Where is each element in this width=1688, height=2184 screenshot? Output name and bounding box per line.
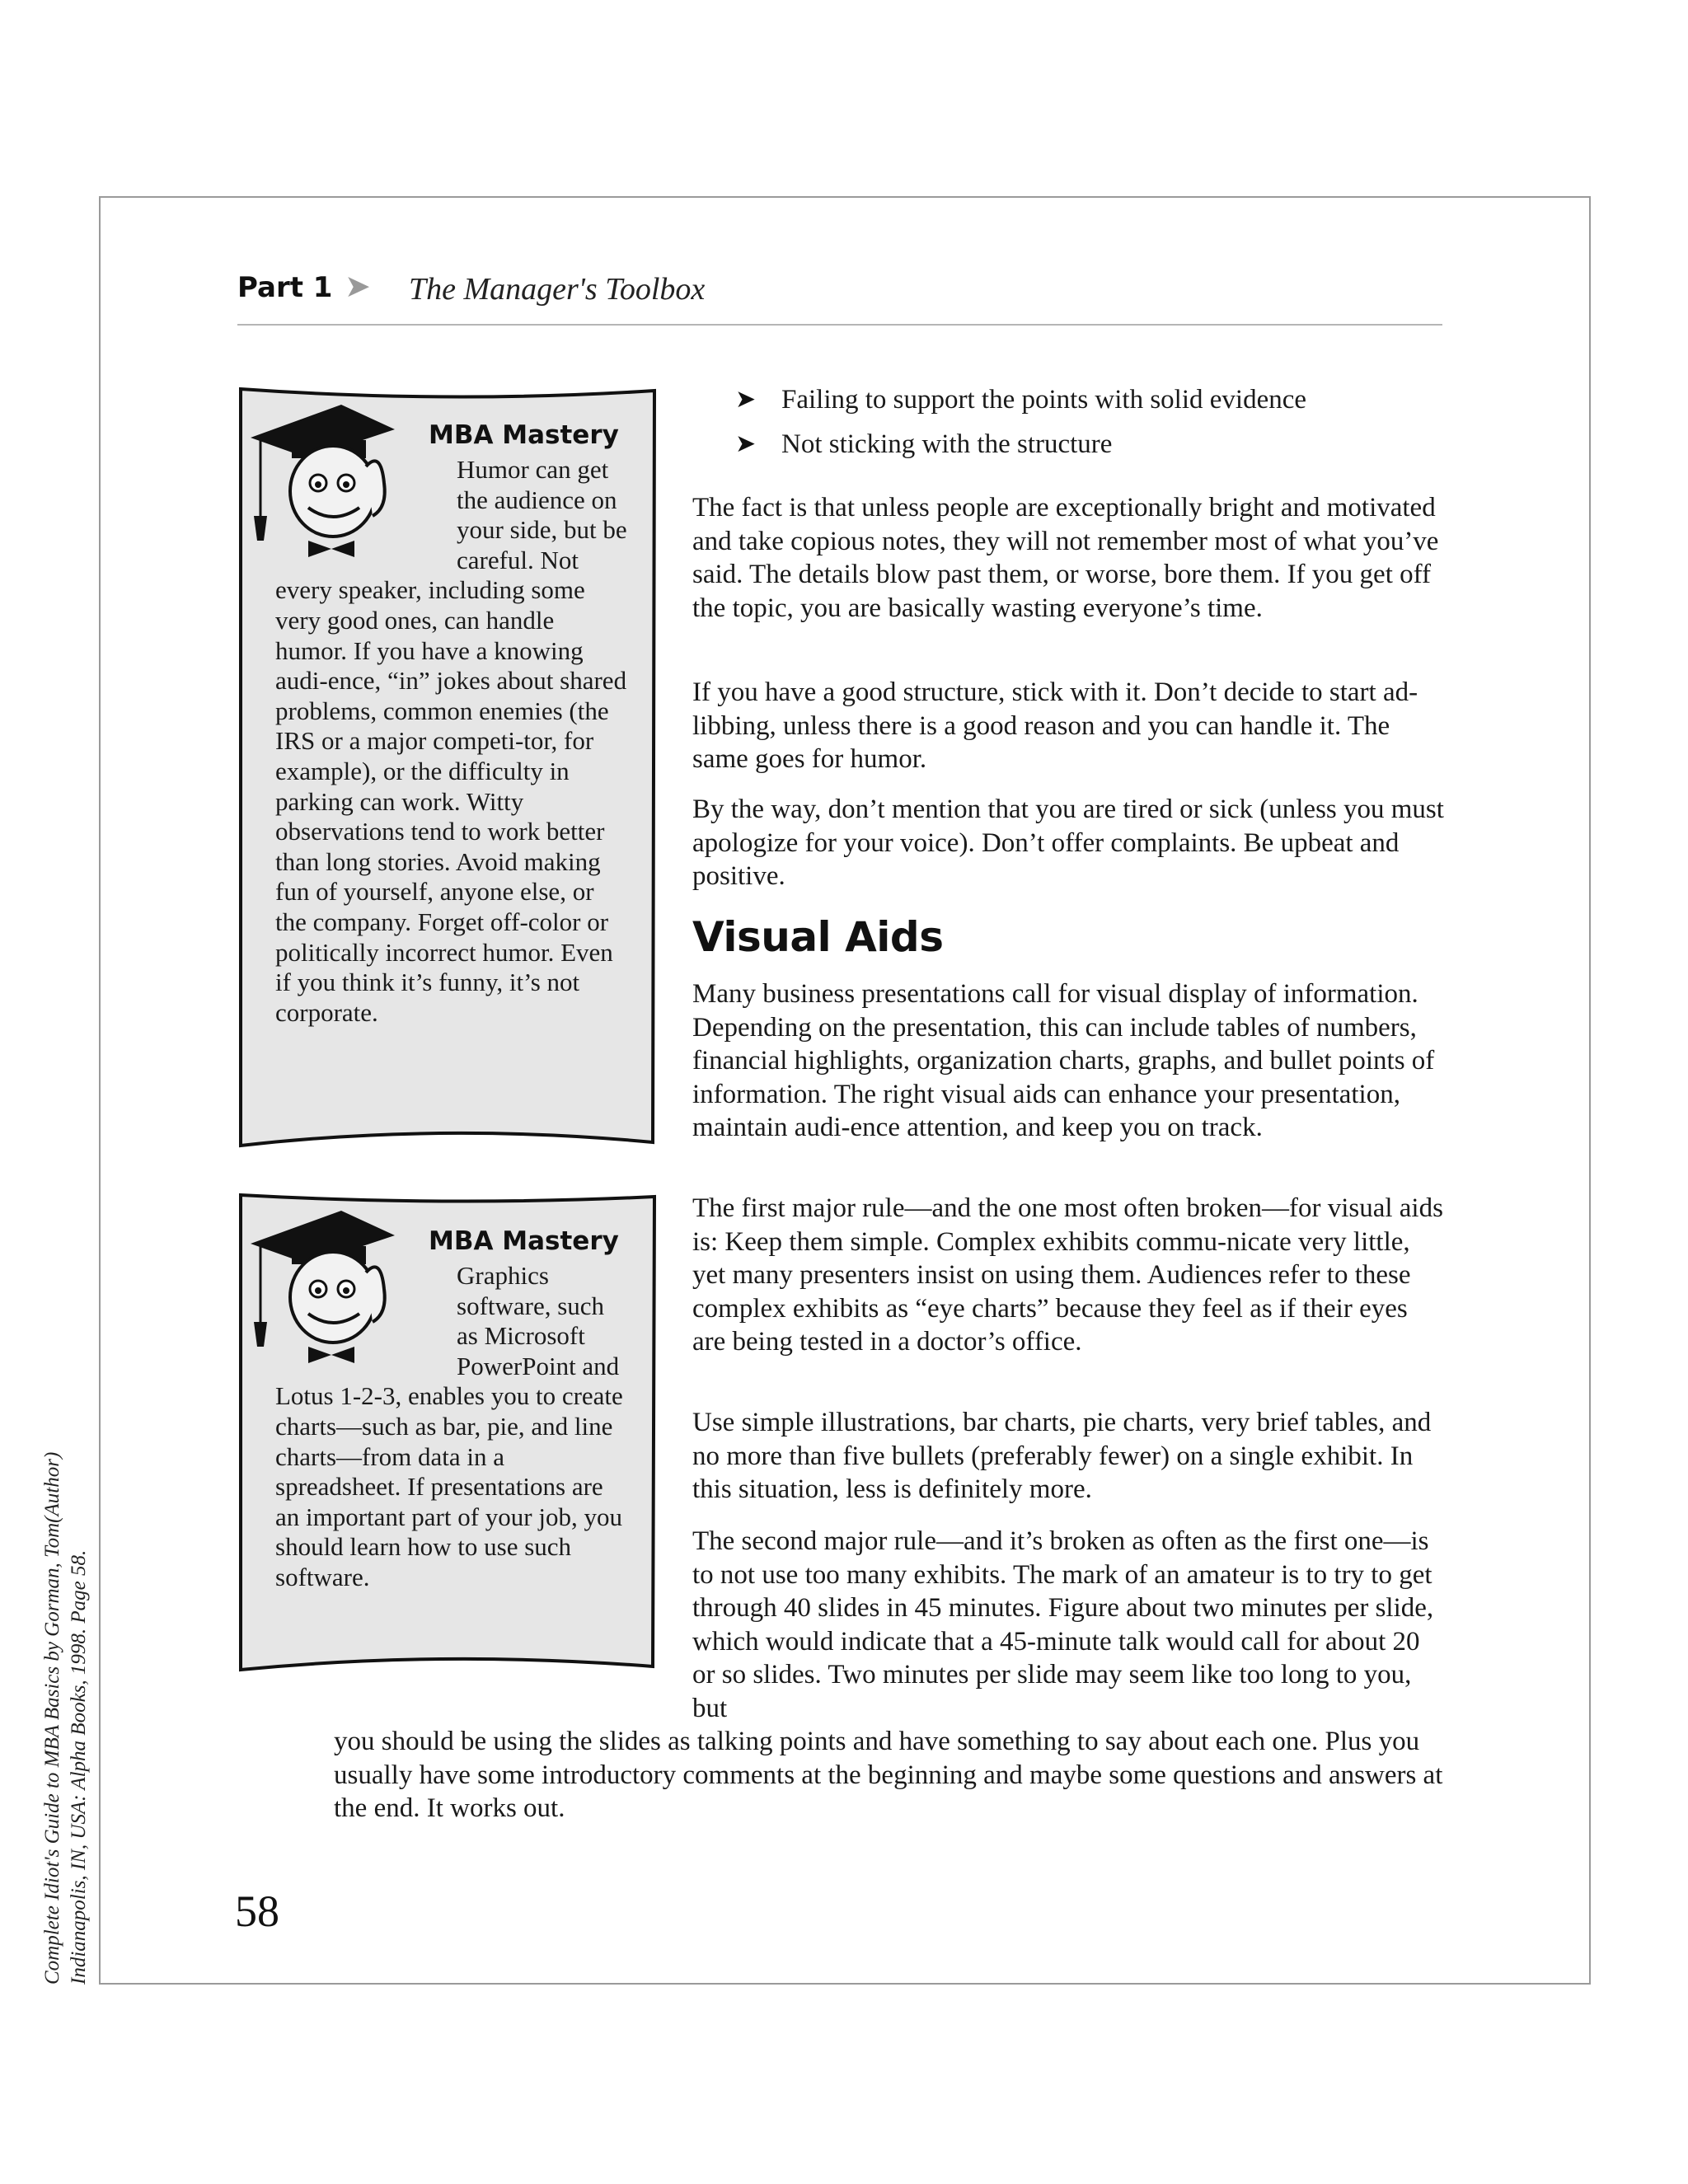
paragraph: The second major rule—and it’s broken as often as the first one—is to not use too many exhibits. The mark of an amateur is to try to get through 40 slides in 45 minutes. Figure about two minutes per slide, which would indicate that a 45-minute talk would call for about 20 or so slides. Two minutes per slide may seem like too long to you, but bbox=[692, 1526, 1434, 1723]
paragraph: Many business presentations call for visual display of information. Depending on the presentation, this can include tables of numbers, financial highlights, organization charts, graphs, and bullet points of information. The right visual aids can enhance your presentation, maintain audi-ence attention, and keep you on track. bbox=[692, 979, 1435, 1142]
body-text-block bbox=[692, 1406, 1447, 1507]
sidebar-title: MBA Mastery bbox=[429, 1226, 619, 1256]
section-heading: Visual Aids bbox=[692, 913, 944, 961]
body-text-block bbox=[692, 676, 1447, 776]
list-item: ➤ Not sticking with the structure bbox=[692, 422, 1447, 466]
paragraph: The fact is that unless people are exceptionally bright and motivated and take copious notes, they will not remember most of what you’ve said. The details blow past them, or worse, bore them. If you get off the topic, you are basically wasting everyone’s time. bbox=[692, 493, 1439, 623]
mba-mastery-sidebar-2 bbox=[237, 1192, 658, 1674]
body-text-block bbox=[692, 793, 1447, 893]
body-text-block bbox=[692, 1525, 1447, 1725]
paragraph: you should be using the slides as talking points and have something to say about each one. Plus you usually have some introductory comments at the beginning and maybe some questions and answers at the end. It works out. bbox=[334, 1727, 1443, 1823]
sidebar-text: Graphics software, such as Microsoft PowerPoint and Lotus 1-2-3, enables you to create charts—such as bar, pie, and line charts—from data in a spreadsheet. If presentations are an important part of your job, you should learn how to use such software. bbox=[275, 1261, 623, 1591]
list-item: ➤ Failing to support the points with solid evidence bbox=[692, 377, 1447, 422]
paragraph: Use simple illustrations, bar charts, pie charts, very brief tables, and no more than five bullets (preferably fewer) on a single exhibit. In this situation, less is definitely more. bbox=[692, 1408, 1432, 1504]
bullet-list bbox=[692, 377, 1447, 466]
running-head bbox=[237, 268, 1442, 326]
part-label: Part 1 bbox=[237, 271, 333, 304]
bullet-arrow-icon: ➤ bbox=[735, 386, 757, 413]
arrow-icon: ➤ bbox=[345, 269, 371, 304]
side-citation bbox=[40, 1452, 92, 1985]
paragraph: The first major rule—and the one most often broken—for visual aids is: Keep them simple. Complex exhibits commu-nicate very little, yet many presenters insist on using them. Audiences refer to these complex exhibits as “eye charts” because they feel as if their eyes are being tested in a doctor’s office. bbox=[692, 1193, 1443, 1357]
body-text-block bbox=[692, 491, 1447, 625]
paragraph: If you have a good structure, stick with it. Don’t decide to start ad-libbing, unless there is a good reason and you can handle it. The same goes for humor. bbox=[692, 677, 1418, 774]
chapter-title: The Manager's Toolbox bbox=[409, 272, 706, 307]
mba-mastery-sidebar-1 bbox=[237, 386, 658, 1151]
paragraph: By the way, don’t mention that you are tired or sick (unless you must apologize for your voice). Don’t offer complaints. Be upbeat and positive. bbox=[692, 794, 1444, 891]
citation-line-1: Complete Idiot's Guide to MBA Basics by Gorman, Tom(Author) bbox=[41, 1451, 63, 1985]
page-number: 58 bbox=[235, 1886, 279, 1936]
sidebar-title: MBA Mastery bbox=[429, 420, 619, 450]
bullet-arrow-icon: ➤ bbox=[735, 430, 757, 457]
citation-line-2: Indianapolis, IN, USA: Alpha Books, 1998. Page 58. bbox=[68, 1549, 90, 1985]
body-text-block bbox=[692, 1192, 1447, 1359]
body-text-block bbox=[692, 977, 1447, 1145]
body-text-block-full-width bbox=[334, 1725, 1447, 1825]
sidebar-text: Humor can get the audience on your side, but be careful. Not every speaker, including some very good ones, can handle humor. If you have a knowing audi-ence, “in” jokes about shared problems, common enemies (the IRS or a major competi-tor, for example), or the difficulty in parking can work. Witty observations tend to work better than long stories. Avoid making fun of yourself, anyone else, or the company. Forget off-color or politically incorrect humor. Even if you think it’s funny, it’s not corporate. bbox=[275, 455, 627, 1027]
